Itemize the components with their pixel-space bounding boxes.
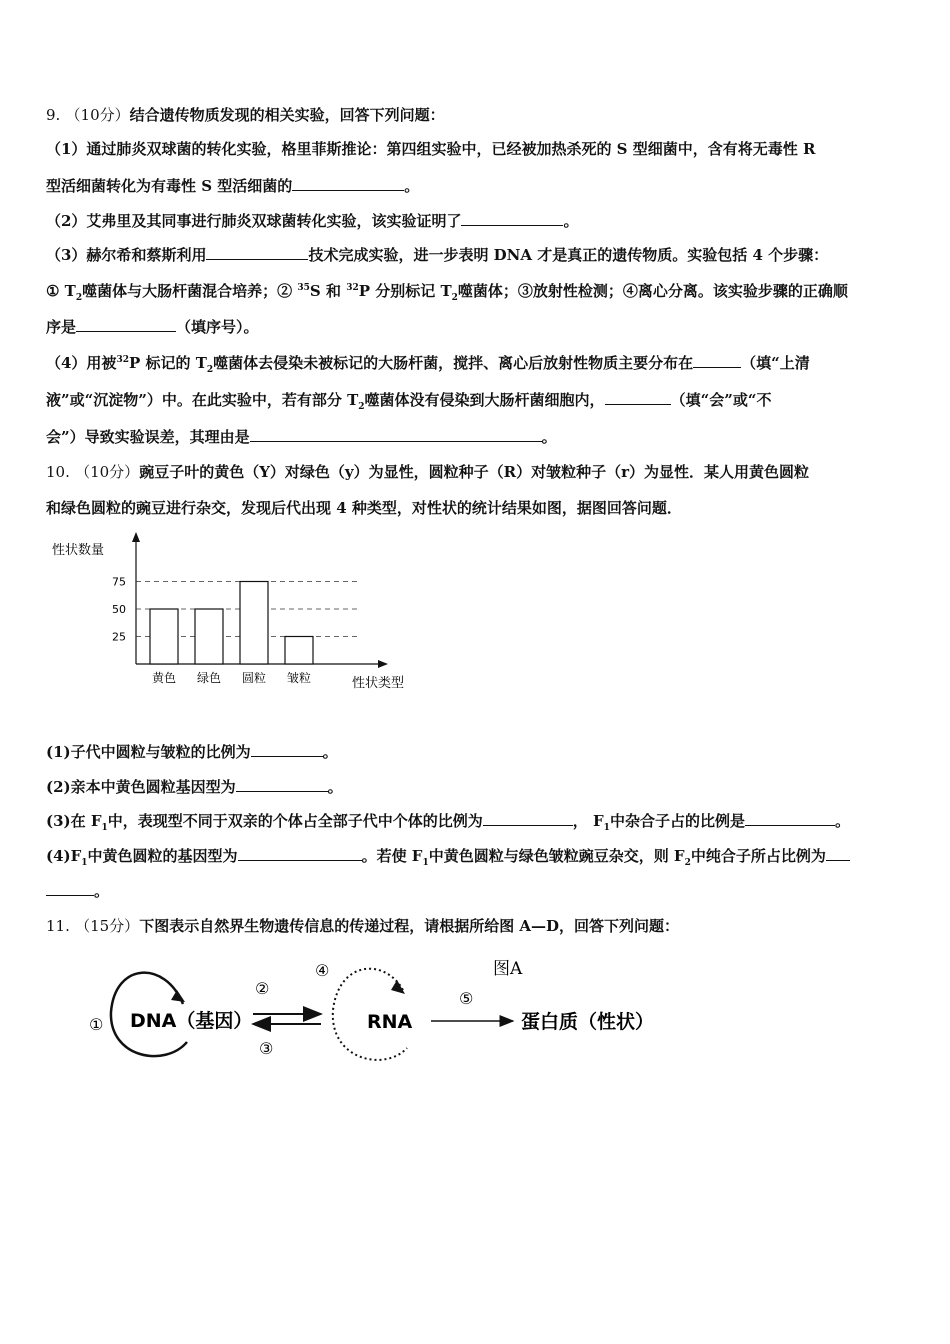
q9-part1-text2: 型活细菌转化为有毒性 S 型活细菌的: [46, 177, 293, 195]
q9-part3-line1: [46, 244, 828, 265]
subscript: 2: [684, 858, 691, 868]
text: 噬菌体没有侵染到大肠杆菌细胞内，: [364, 391, 605, 409]
text: 中纯合子所占比例为: [690, 847, 826, 865]
y-axis-label: 性状数量: [52, 543, 105, 558]
subscript: 1: [603, 823, 610, 833]
y-tick-label: 75: [112, 575, 126, 589]
answer-blank[interactable]: [236, 777, 328, 792]
y-tick-label: 25: [112, 630, 126, 644]
answer-blank[interactable]: [46, 881, 94, 896]
subscript: 1: [422, 858, 429, 868]
text: (1)子代中圆粒与皱粒的比例为: [46, 743, 251, 761]
bar-2: [240, 582, 268, 665]
bar-0: [150, 609, 178, 664]
node-dna: DNA（基因）: [130, 1010, 253, 1032]
superscript: 35: [297, 283, 310, 293]
answer-blank[interactable]: [693, 353, 741, 368]
x-tick-label: 圆粒: [241, 671, 267, 685]
period: 。: [541, 428, 557, 446]
label-1: ①: [89, 1015, 104, 1034]
text: (4)F: [46, 847, 82, 865]
q9-part1-text: （1）通过肺炎双球菌的转化实验，格里菲斯推论：第四组实验中，已经被加热杀死的 S 型细菌中，含有将无毒性 R: [46, 140, 816, 158]
central-dogma-diagram: [85, 950, 685, 1080]
period: 。: [563, 212, 579, 230]
subscript: 1: [101, 823, 108, 833]
q9-part4-line3: [46, 426, 557, 447]
answer-blank[interactable]: [76, 317, 176, 332]
x-tick-label: 黄色: [151, 671, 177, 685]
period: 。: [322, 743, 338, 761]
text: （填序号）。: [176, 318, 259, 336]
answer-blank[interactable]: [483, 811, 573, 826]
subscript: 1: [81, 858, 88, 868]
figure-title: 图A: [493, 959, 523, 979]
q10-sub2: [46, 776, 343, 797]
answer-blank[interactable]: [461, 211, 563, 226]
answer-blank[interactable]: [251, 742, 323, 757]
text: 中黄色圆粒与绿色皱粒豌豆杂交，则 F: [428, 847, 685, 865]
node-rna: RNA: [367, 1011, 413, 1033]
q10-heading: [46, 461, 809, 482]
answer-blank[interactable]: [826, 846, 850, 861]
text: 中黄色圆粒的基因型为: [87, 847, 238, 865]
q9-part3-text2: 技术完成实验，进一步表明 DNA 才是真正的遗传物质。实验包括 4 个步骤：: [308, 246, 829, 264]
text: 噬菌体与大肠杆菌混合培养；②: [82, 282, 293, 300]
text: （填“上清: [741, 354, 810, 372]
text: 中，表现型不同于双亲的个体占全部子代中个体的比例为: [107, 812, 483, 830]
superscript: 32: [116, 355, 129, 365]
text: 中杂合子占的比例是: [609, 812, 745, 830]
q9-score: （10分）: [65, 106, 130, 124]
bar-1: [195, 609, 223, 664]
q9-part4-line2: [46, 389, 771, 412]
q9-part4-line1: [46, 352, 810, 375]
x-axis-arrowhead-icon: [378, 660, 388, 668]
text: （4）用被: [46, 354, 117, 372]
q9-number: 9.: [46, 106, 61, 124]
q10-stem: 豌豆子叶的黄色（Y）对绿色（y）为显性，圆粒种子（R）对皱粒种子（r）为显性．某人用黄色圆粒: [139, 463, 809, 481]
q10-stem-line2: [46, 497, 682, 518]
q10-sub3: [46, 810, 850, 833]
answer-blank[interactable]: [206, 245, 308, 260]
x-tick-label: 绿色: [196, 671, 222, 685]
text: 噬菌体；③放射性检测；④离心分离。该实验步骤的正确顺: [457, 282, 848, 300]
q11-score: （15分）: [75, 917, 140, 935]
q9-heading: [46, 104, 445, 125]
answer-blank[interactable]: [292, 176, 404, 191]
text: ， F: [572, 812, 604, 830]
bar-3: [285, 637, 313, 665]
period: 。: [404, 177, 420, 195]
text: （填“会”或“不: [670, 391, 772, 409]
answer-blank[interactable]: [605, 390, 671, 405]
q9-part1-line1: [46, 138, 815, 159]
q9-part2-text: （2）艾弗里及其同事进行肺炎双球菌转化实验，该实验证明了: [46, 212, 462, 230]
node-protein: 蛋白质（性状）: [521, 1011, 655, 1033]
text: 液”或“沉淀物”）中。在此实验中，若有部分 T: [46, 391, 359, 409]
q9-stem: 结合遗传物质发现的相关实验，回答下列问题：: [129, 106, 445, 124]
label-5: ⑤: [459, 989, 474, 1008]
replication-arrowhead-icon: [171, 990, 185, 1002]
subscript: 2: [451, 293, 458, 303]
label-4: ④: [315, 961, 330, 980]
q10-sub1: [46, 741, 338, 762]
text: 。若使 F: [361, 847, 423, 865]
subscript: 2: [75, 293, 83, 303]
q10-number: 10.: [46, 463, 70, 481]
superscript: 32: [346, 283, 359, 293]
period: 。: [834, 812, 850, 830]
q9-part2: [46, 210, 578, 231]
rna-replication-arrowhead-icon: [391, 980, 405, 994]
answer-blank[interactable]: [238, 846, 362, 861]
q9-part3-text: （3）赫尔希和蔡斯利用: [46, 246, 207, 264]
text: ① T: [46, 282, 76, 300]
q10-sub4-line2: [46, 880, 109, 901]
q9-part3-line3: [46, 316, 259, 337]
text: S 和: [309, 282, 341, 300]
y-axis-arrowhead-icon: [132, 532, 140, 542]
x-tick-label: 皱粒: [286, 671, 312, 685]
q11-heading: [46, 915, 679, 936]
period: 。: [94, 882, 110, 900]
subscript: 2: [358, 402, 365, 412]
text: 会”）导致实验误差，其理由是: [46, 428, 250, 446]
x-axis-label: 性状类型: [352, 676, 405, 691]
y-tick-label: 50: [112, 603, 126, 616]
text: P 标记的 T: [128, 354, 207, 372]
period: 。: [327, 778, 343, 796]
label-2: ②: [255, 979, 270, 998]
q11-number: 11.: [46, 917, 70, 935]
answer-blank[interactable]: [250, 427, 542, 442]
text: 序是: [46, 318, 77, 336]
q9-part3-line2: [46, 280, 848, 303]
q11-stem: 下图表示自然界生物遗传信息的传递过程，请根据所给图 A—D，回答下列问题：: [139, 917, 680, 935]
answer-blank[interactable]: [745, 811, 835, 826]
q10-score: （10分）: [75, 463, 140, 481]
text: P 分别标记 T: [358, 282, 452, 300]
text: (2)亲本中黄色圆粒基因型为: [46, 778, 236, 796]
q10-stem2: 和绿色圆粒的豌豆进行杂交，发现后代出现 4 种类型，对性状的统计结果如图，据图回答问题．: [46, 499, 682, 517]
text: (3)在 F: [46, 812, 102, 830]
q10-sub4-line1: [46, 845, 850, 868]
text: 噬菌体去侵染未被标记的大肠杆菌，搅拌、离心后放射性物质主要分布在: [213, 354, 694, 372]
q9-part1-line2: [46, 175, 419, 196]
trait-bar-chart: [40, 530, 440, 700]
label-3: ③: [259, 1039, 274, 1058]
subscript: 2: [206, 365, 214, 375]
